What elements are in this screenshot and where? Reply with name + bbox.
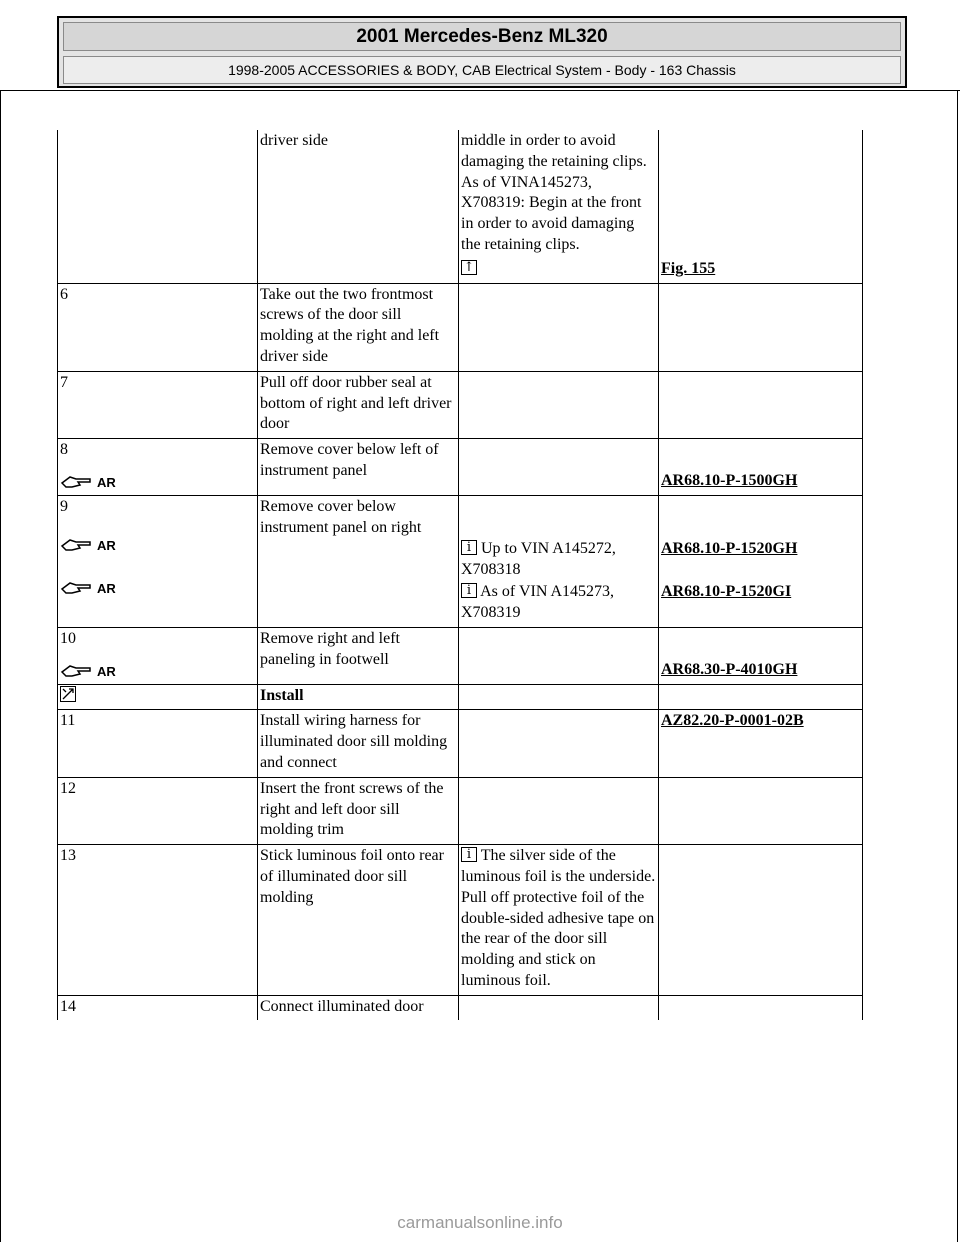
- header-title: 2001 Mercedes-Benz ML320: [63, 22, 901, 51]
- az-link[interactable]: AZ82.20-P-0001-02B: [661, 712, 804, 730]
- action-cell: Remove cover below left of instrument panel: [258, 439, 459, 496]
- action-cell: Remove cover below instrument panel on right: [258, 495, 459, 627]
- ar-link[interactable]: AR68.10-P-1500GH: [661, 471, 798, 489]
- note-cell: [459, 777, 659, 844]
- ar-link[interactable]: AR68.10-P-1520GH: [661, 539, 798, 557]
- install-icon: [60, 686, 76, 702]
- header-subtitle: 1998-2005 ACCESSORIES & BODY, CAB Electrical System - Body - 163 Chassis: [63, 56, 901, 84]
- ar-hand-icon[interactable]: [60, 577, 122, 597]
- table-row: [58, 283, 863, 371]
- table-row: [58, 130, 863, 283]
- action-cell: driver side: [258, 130, 459, 283]
- note-text: Up to VIN A145272, X708318: [461, 539, 616, 578]
- action-cell: Stick luminous foil onto rear of illuminated door sill molding: [258, 845, 459, 996]
- table-row: [58, 845, 863, 996]
- step-number: 9: [60, 497, 68, 515]
- page-border-right: [957, 90, 958, 1242]
- svg-text:AR: AR: [97, 537, 116, 553]
- ref-cell: [659, 845, 863, 996]
- ref-cell: [659, 710, 863, 777]
- table-row: [58, 777, 863, 844]
- step-cell: [58, 684, 258, 710]
- note-text: As of VIN A145273, X708319: [461, 583, 615, 622]
- procedure-table: [57, 130, 863, 1020]
- ref-cell: [659, 777, 863, 844]
- note-text: middle in order to avoid damaging the retaining clips.: [461, 132, 647, 170]
- ar-hand-icon[interactable]: [60, 471, 122, 491]
- page-border-left: [0, 90, 1, 1242]
- ar-link[interactable]: AR68.30-P-4010GH: [661, 660, 798, 678]
- note-cell: [459, 710, 659, 777]
- figure-link[interactable]: Fig. 155: [661, 259, 716, 277]
- note-cell: [459, 371, 659, 438]
- table-row: [58, 684, 863, 710]
- ref-cell: [659, 627, 863, 684]
- step-number: 13: [58, 845, 258, 996]
- step-cell: [58, 130, 258, 283]
- ref-cell: [659, 439, 863, 496]
- step-cell: [58, 439, 258, 496]
- action-cell: Insert the front screws of the right and left door sill molding trim: [258, 777, 459, 844]
- table-row: [58, 995, 863, 1020]
- action-cell: Connect illuminated door: [258, 995, 459, 1020]
- action-cell: Remove right and left paneling in footwell: [258, 627, 459, 684]
- step-number: 12: [58, 777, 258, 844]
- step-number: 14: [58, 995, 258, 1020]
- note-cell: [459, 627, 659, 684]
- svg-text:AR: AR: [97, 580, 116, 596]
- step-number: 7: [58, 371, 258, 438]
- note-text: As of VINA145273, X708319: Begin at the front in order to avoid damaging the retaining clips.: [461, 173, 642, 253]
- action-cell: Install wiring harness for illuminated door sill molding and connect: [258, 710, 459, 777]
- note-cell: [459, 995, 659, 1020]
- note-cell: [459, 495, 659, 627]
- ar-hand-icon[interactable]: [60, 660, 122, 680]
- ref-cell: [659, 495, 863, 627]
- note-cell: [459, 684, 659, 710]
- note-cell: [459, 283, 659, 371]
- ref-cell: [659, 684, 863, 710]
- table-row: [58, 371, 863, 438]
- step-number: 8: [60, 441, 68, 459]
- info-icon: i: [461, 583, 477, 598]
- note-cell: [459, 845, 659, 996]
- step-number: 11: [58, 710, 258, 777]
- step-number: 10: [60, 629, 76, 647]
- section-heading-install: Install: [258, 684, 459, 710]
- table-row: [58, 495, 863, 627]
- table-row: [58, 710, 863, 777]
- page-header: [57, 16, 907, 88]
- ref-cell: [659, 371, 863, 438]
- action-cell: Take out the two frontmost screws of the door sill molding at the right and left driver side: [258, 283, 459, 371]
- step-cell: [58, 495, 258, 627]
- ref-cell: [659, 130, 863, 283]
- info-icon: i: [461, 540, 477, 555]
- note-cell: [459, 130, 659, 283]
- table-row: [58, 439, 863, 496]
- note-text: The silver side of the luminous foil is the underside. Pull off protective foil of the double-sided adhesive tape on the rear of the door sill molding and stick on luminous foil.: [461, 847, 656, 989]
- step-number: 6: [58, 283, 258, 371]
- note-cell: [459, 439, 659, 496]
- ref-cell: [659, 283, 863, 371]
- page-border-top: [0, 90, 960, 91]
- ar-link[interactable]: AR68.10-P-1520GI: [661, 582, 792, 600]
- svg-text:AR: AR: [97, 475, 116, 491]
- step-cell: [58, 627, 258, 684]
- ar-hand-icon[interactable]: [60, 534, 122, 554]
- table-row: [58, 627, 863, 684]
- ref-cell: [659, 995, 863, 1020]
- arrow-up-icon: ↑: [461, 260, 477, 275]
- info-icon: i: [461, 847, 477, 862]
- svg-text:AR: AR: [97, 664, 116, 680]
- action-cell: Pull off door rubber seal at bottom of right and left driver door: [258, 371, 459, 438]
- watermark: carmanualsonline.info: [397, 1213, 563, 1232]
